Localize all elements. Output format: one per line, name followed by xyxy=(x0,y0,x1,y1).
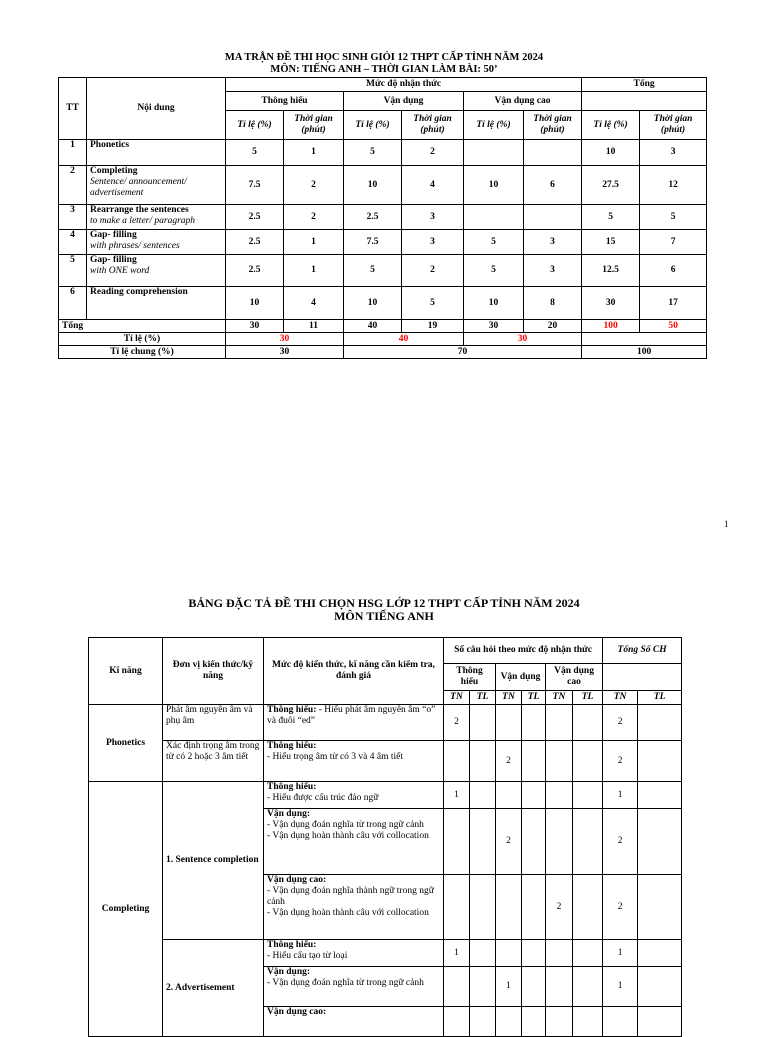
cell xyxy=(573,741,603,782)
row-title: Rearrange the sentences xyxy=(90,205,189,215)
header-tl: TL xyxy=(470,691,496,705)
cell xyxy=(496,705,522,741)
cell xyxy=(546,782,573,809)
cell xyxy=(524,205,582,230)
cell: 5 xyxy=(344,140,402,166)
cell: 2 xyxy=(284,205,344,230)
row-title: Gap- filling xyxy=(90,255,137,265)
cell: 15 xyxy=(582,230,640,255)
criteria-label: Thông hiểu: xyxy=(267,705,317,715)
cell: 3 xyxy=(524,255,582,287)
criteria-text: - Vận dụng hoàn thành câu với collocation xyxy=(267,831,429,841)
header-tong-blank xyxy=(603,664,682,691)
cell: 5 xyxy=(464,255,524,287)
cell xyxy=(470,809,496,875)
criteria-text: - Hiểu phát âm nguyên âm “o” và đuôi “ed” xyxy=(267,705,436,726)
cell xyxy=(464,140,524,166)
header-so-cau: Số câu hỏi theo mức độ nhận thức xyxy=(444,638,603,664)
header-tn: TN xyxy=(444,691,470,705)
row-title: Phonetics xyxy=(90,140,130,150)
criteria-text: - Vận dụng hoàn thành câu với collocation xyxy=(267,908,429,918)
header-thoi-gian: Thời gian (phút) xyxy=(524,111,582,140)
cell: 4 xyxy=(284,287,344,320)
cell: 50 xyxy=(640,320,707,333)
header-thong-hieu: Thông hiểu xyxy=(444,664,496,691)
cell: 11 xyxy=(284,320,344,333)
cell: 2 xyxy=(603,875,638,940)
cell: 5 xyxy=(402,287,464,320)
cell xyxy=(546,809,573,875)
cell: 10 xyxy=(344,166,402,205)
row-tt: 6 xyxy=(59,287,87,320)
cell xyxy=(522,875,546,940)
header-tt: TT xyxy=(59,78,87,140)
cell: 1 xyxy=(284,255,344,287)
criteria-label: Vận dụng: xyxy=(267,809,311,819)
cell: 30 xyxy=(226,320,284,333)
criteria-cell xyxy=(264,940,444,967)
criteria-label: Thông hiểu: xyxy=(267,741,317,751)
header-noi-dung: Nội dung xyxy=(87,78,226,140)
header-tong: Tổng xyxy=(582,78,707,92)
cell xyxy=(470,1007,496,1037)
matrix-title: MA TRẬN ĐỀ THI HỌC SINH GIỎI 12 THPT CẤP TỈNH NĂM 2024 xyxy=(224,52,544,63)
header-thoi-gian: Thời gian (phút) xyxy=(284,111,344,140)
cell: 3 xyxy=(402,230,464,255)
row-content xyxy=(87,205,226,230)
header-tn: TN xyxy=(546,691,573,705)
criteria-label: Thông hiểu: xyxy=(267,782,317,792)
cell xyxy=(573,809,603,875)
header-don-vi: Đơn vị kiến thức/kỹ năng xyxy=(163,638,264,705)
cell xyxy=(470,875,496,940)
row-tt: 2 xyxy=(59,166,87,205)
cell xyxy=(638,809,682,875)
criteria-label: Thông hiểu: xyxy=(267,940,317,950)
cell xyxy=(603,1007,638,1037)
header-tn: TN xyxy=(496,691,522,705)
row-subtitle: Sentence/ announcement/ advertisement xyxy=(90,177,187,198)
row-content xyxy=(87,287,226,320)
spec-subtitle: MÔN TIẾNG ANH xyxy=(334,609,434,623)
table-row xyxy=(59,166,707,205)
cell xyxy=(444,967,470,1007)
cell: 2 xyxy=(284,166,344,205)
header-tong-blank xyxy=(582,92,707,111)
cell xyxy=(546,741,573,782)
cell: 100 xyxy=(582,346,707,359)
cell: 30 xyxy=(226,346,344,359)
cell xyxy=(638,741,682,782)
row-subtitle: to make a letter/ paragraph xyxy=(90,216,196,226)
cell: 10 xyxy=(226,287,284,320)
cell: 12.5 xyxy=(582,255,640,287)
cell xyxy=(444,809,470,875)
header-tn: TN xyxy=(603,691,638,705)
cell: 3 xyxy=(402,205,464,230)
cell: 30 xyxy=(582,287,640,320)
cell: 10 xyxy=(464,166,524,205)
row-tt: 3 xyxy=(59,205,87,230)
header-muc-do: Mức độ kiến thức, kĩ năng cần kiểm tra, đánh giá xyxy=(264,638,444,705)
page-number: 1 xyxy=(724,519,729,529)
cell xyxy=(470,782,496,809)
table-row xyxy=(59,287,707,320)
header-ti-le: Tỉ lệ (%) xyxy=(344,111,402,140)
cell: 70 xyxy=(344,346,582,359)
cell: 2 xyxy=(402,140,464,166)
exam-matrix-table xyxy=(58,77,707,359)
header-muc-do: Mức độ nhận thức xyxy=(226,78,582,92)
unit-cell: 1. Sentence completion xyxy=(163,782,264,940)
cell xyxy=(470,940,496,967)
cell xyxy=(444,1007,470,1037)
cell: 5 xyxy=(344,255,402,287)
cell xyxy=(573,782,603,809)
ratio-label: Tỉ lệ (%) xyxy=(59,333,226,346)
cell xyxy=(638,782,682,809)
criteria-cell xyxy=(264,875,444,940)
table-row xyxy=(59,205,707,230)
table-row xyxy=(59,230,707,255)
header-thong-hieu: Thông hiểu xyxy=(226,92,344,111)
total-label: Tổng xyxy=(59,320,226,333)
skill-phonetics: Phonetics xyxy=(89,705,163,782)
row-subtitle: with ONE word xyxy=(90,266,150,276)
cell xyxy=(638,967,682,1007)
cell xyxy=(638,1007,682,1037)
cell xyxy=(573,967,603,1007)
cell xyxy=(546,705,573,741)
cell: 2.5 xyxy=(344,205,402,230)
cell xyxy=(464,205,524,230)
unit-cell: 2. Advertisement xyxy=(163,940,264,1037)
header-tl: TL xyxy=(638,691,682,705)
row-title: Completing xyxy=(90,166,138,176)
cell: 5 xyxy=(464,230,524,255)
cell: 2 xyxy=(402,255,464,287)
cell xyxy=(573,705,603,741)
cell xyxy=(522,782,546,809)
criteria-label: Vận dụng: xyxy=(267,967,311,977)
row-content xyxy=(87,166,226,205)
criteria-cell xyxy=(264,967,444,1007)
cell: 2 xyxy=(444,705,470,741)
row-content xyxy=(87,255,226,287)
criteria-label: Vận dụng cao: xyxy=(267,1007,327,1017)
cell: 12 xyxy=(640,166,707,205)
cell: 10 xyxy=(582,140,640,166)
header-ti-le: Tỉ lệ (%) xyxy=(464,111,524,140)
cell xyxy=(638,875,682,940)
table-row xyxy=(89,741,682,782)
cell: 2 xyxy=(603,705,638,741)
matrix-subtitle: MÔN: TIẾNG ANH – THỜI GIAN LÀM BÀI: 50’ xyxy=(270,64,498,75)
table-row xyxy=(89,940,682,967)
header-ti-le: Tỉ lệ (%) xyxy=(226,111,284,140)
criteria-text: - Hiểu trọng âm từ có 3 và 4 âm tiết xyxy=(267,752,404,762)
cell: 100 xyxy=(582,320,640,333)
cell: 5 xyxy=(582,205,640,230)
cell: 2.5 xyxy=(226,230,284,255)
cell xyxy=(522,940,546,967)
unit-cell: Phát âm nguyên âm và phụ âm xyxy=(163,705,264,741)
cell: 1 xyxy=(496,967,522,1007)
cell: 6 xyxy=(640,255,707,287)
cell xyxy=(546,940,573,967)
criteria-cell xyxy=(264,782,444,809)
cell: 6 xyxy=(524,166,582,205)
criteria-label: Vận dụng cao: xyxy=(267,875,327,885)
header-tl: TL xyxy=(522,691,546,705)
cell xyxy=(496,1007,522,1037)
cell: 2 xyxy=(603,741,638,782)
cell: 1 xyxy=(603,967,638,1007)
cell xyxy=(496,875,522,940)
cell: 5 xyxy=(226,140,284,166)
header-van-dung: Vận dụng xyxy=(496,664,546,691)
cell: 10 xyxy=(464,287,524,320)
cell: 30 xyxy=(464,333,582,346)
cell: 2.5 xyxy=(226,255,284,287)
cell: 7 xyxy=(640,230,707,255)
row-content xyxy=(87,230,226,255)
cell xyxy=(522,741,546,782)
cell xyxy=(470,705,496,741)
ratio-general-row xyxy=(59,346,707,359)
cell: 2 xyxy=(546,875,573,940)
cell: 2.5 xyxy=(226,205,284,230)
cell: 30 xyxy=(464,320,524,333)
header-tong-so: Tổng Số CH xyxy=(603,638,682,664)
cell xyxy=(546,1007,573,1037)
cell xyxy=(573,875,603,940)
cell: 1 xyxy=(603,940,638,967)
cell xyxy=(496,782,522,809)
table-row xyxy=(59,140,707,166)
cell: 1 xyxy=(444,782,470,809)
cell: 5 xyxy=(640,205,707,230)
header-van-dung-cao: Vận dụng cao xyxy=(546,664,603,691)
cell xyxy=(638,940,682,967)
cell: 2 xyxy=(496,809,522,875)
header-van-dung-cao: Vận dụng cao xyxy=(464,92,582,111)
cell: 20 xyxy=(524,320,582,333)
table-row xyxy=(59,255,707,287)
row-tt: 5 xyxy=(59,255,87,287)
row-content xyxy=(87,140,226,166)
row-title: Gap- filling xyxy=(90,230,137,240)
criteria-text: - Vận dụng đoán nghĩa thành ngữ trong ngữ cảnh xyxy=(267,886,434,907)
cell xyxy=(470,741,496,782)
cell xyxy=(522,705,546,741)
cell xyxy=(470,967,496,1007)
cell: 30 xyxy=(226,333,344,346)
row-tt: 4 xyxy=(59,230,87,255)
ratio-row xyxy=(59,333,707,346)
criteria-text: - Hiểu được cấu trúc đảo ngữ xyxy=(267,793,379,803)
criteria-cell xyxy=(264,1007,444,1037)
cell: 10 xyxy=(344,287,402,320)
cell: 3 xyxy=(640,140,707,166)
cell xyxy=(573,940,603,967)
criteria-text: - Vận dụng đoán nghĩa từ trong ngữ cảnh xyxy=(267,820,424,830)
cell: 2 xyxy=(496,741,522,782)
header-van-dung: Vận dụng xyxy=(344,92,464,111)
criteria-cell xyxy=(264,741,444,782)
cell xyxy=(444,875,470,940)
cell: 4 xyxy=(402,166,464,205)
header-ti-le: Tỉ lệ (%) xyxy=(582,111,640,140)
cell xyxy=(444,741,470,782)
cell: 17 xyxy=(640,287,707,320)
cell: 40 xyxy=(344,320,402,333)
cell xyxy=(582,333,707,346)
cell: 1 xyxy=(444,940,470,967)
skill-completing: Completing xyxy=(89,782,163,1037)
spec-title: BẢNG ĐẶC TẢ ĐỀ THI CHỌN HSG LỚP 12 THPT CẤP TỈNH NĂM 2024 xyxy=(188,596,580,610)
cell xyxy=(522,1007,546,1037)
cell: 19 xyxy=(402,320,464,333)
cell xyxy=(496,940,522,967)
table-row xyxy=(89,782,682,809)
cell: 1 xyxy=(284,230,344,255)
row-tt: 1 xyxy=(59,140,87,166)
cell: 7.5 xyxy=(226,166,284,205)
row-subtitle: with phrases/ sentences xyxy=(90,241,180,251)
header-ki-nang: Kĩ năng xyxy=(89,638,163,705)
ratio-general-label: Tỉ lệ chung (%) xyxy=(59,346,226,359)
cell: 40 xyxy=(344,333,464,346)
unit-cell: Xác định trọng âm trong từ có 2 hoặc 3 âm tiết xyxy=(163,741,264,782)
spec-table xyxy=(88,637,682,1037)
cell xyxy=(638,705,682,741)
table-row xyxy=(89,705,682,741)
criteria-cell xyxy=(264,705,444,741)
total-row xyxy=(59,320,707,333)
cell: 1 xyxy=(603,782,638,809)
cell xyxy=(522,967,546,1007)
cell: 8 xyxy=(524,287,582,320)
cell xyxy=(573,1007,603,1037)
cell: 1 xyxy=(284,140,344,166)
cell xyxy=(546,967,573,1007)
criteria-text: - Vận dụng đoán nghĩa từ trong ngữ cảnh xyxy=(267,978,424,988)
cell: 3 xyxy=(524,230,582,255)
cell xyxy=(524,140,582,166)
cell xyxy=(522,809,546,875)
criteria-text: - Hiểu cấu tạo từ loại xyxy=(267,951,348,961)
header-tl: TL xyxy=(573,691,603,705)
header-thoi-gian: Thời gian (phút) xyxy=(402,111,464,140)
row-title: Reading comprehension xyxy=(90,287,188,297)
criteria-cell xyxy=(264,809,444,875)
cell: 27.5 xyxy=(582,166,640,205)
header-thoi-gian: Thời gian (phút) xyxy=(640,111,707,140)
cell: 7.5 xyxy=(344,230,402,255)
cell: 2 xyxy=(603,809,638,875)
